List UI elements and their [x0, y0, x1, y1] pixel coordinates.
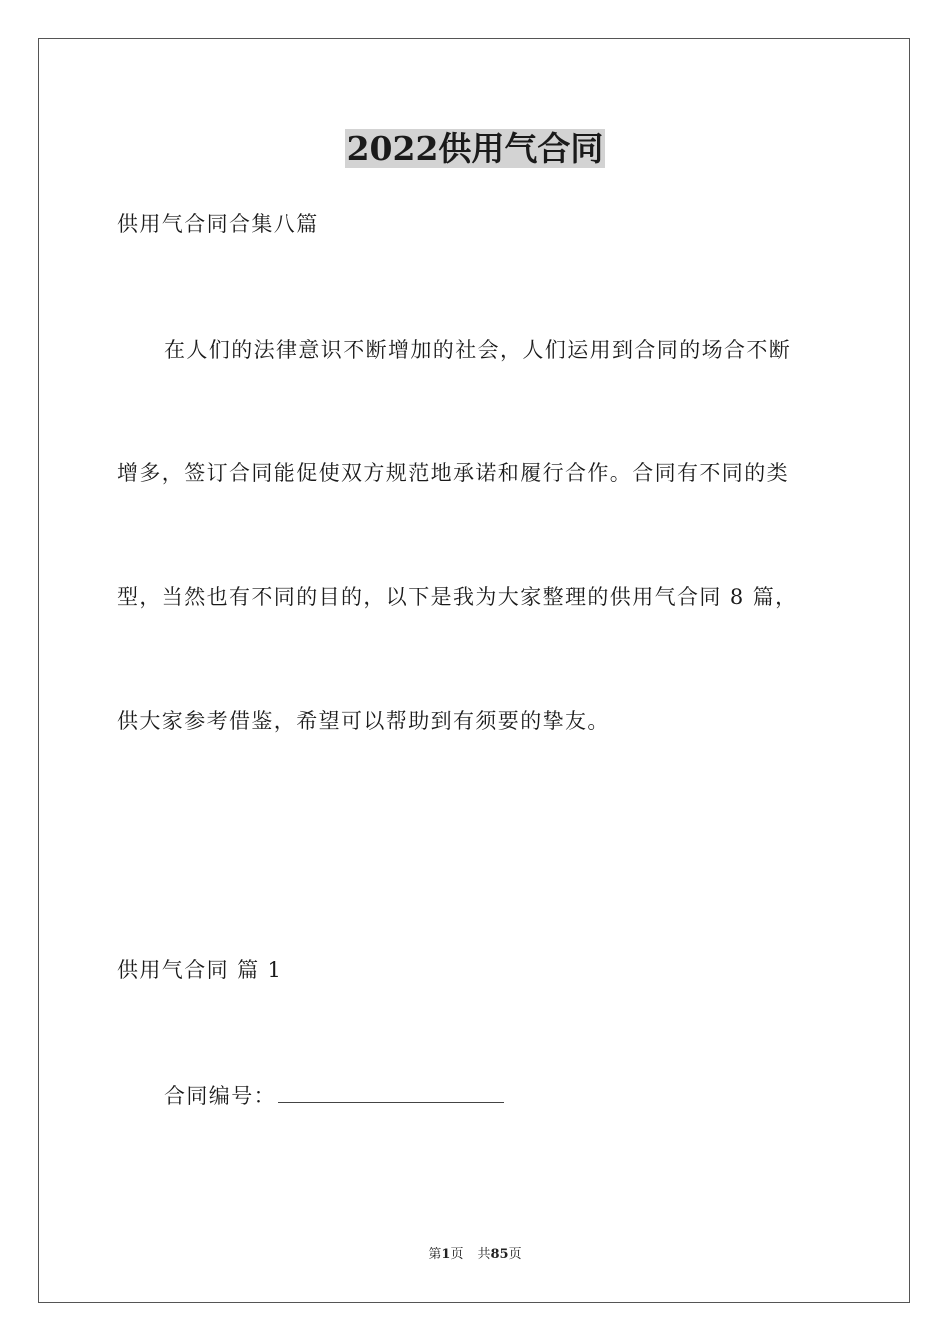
contract-number-row: [164, 1081, 504, 1111]
footer-page-number: 1: [441, 1247, 451, 1262]
intro-line-3: 型，当然也有不同的目的，以下是我为大家整理的供用气合同 8 篇，: [117, 585, 798, 609]
document-title-text: 2022供用气合同: [346, 129, 604, 168]
footer-total-prefix: 共: [477, 1247, 491, 1262]
footer-page-prefix: 第: [428, 1247, 442, 1262]
contract-number-blank: [278, 1082, 504, 1103]
section-heading: 供用气合同 篇 1: [117, 958, 283, 982]
document-subtitle: 供用气合同合集八篇: [117, 212, 319, 236]
intro-line-2: 增多，签订合同能促使双方规范地承诺和履行合作。合同有不同的类: [117, 461, 789, 485]
intro-line-1: 在人们的法律意识不断增加的社会，人们运用到合同的场合不断: [164, 338, 792, 362]
footer-page-suffix: 页: [450, 1247, 464, 1262]
footer-total-pages: 85: [490, 1247, 509, 1262]
footer-total-suffix: 页: [508, 1247, 522, 1262]
contract-number-label: 合同编号：: [164, 1084, 276, 1108]
intro-line-4: 供大家参考借鉴，希望可以帮助到有须要的挚友。: [117, 709, 610, 733]
page-footer: [0, 1246, 950, 1264]
document-title: [0, 127, 950, 171]
